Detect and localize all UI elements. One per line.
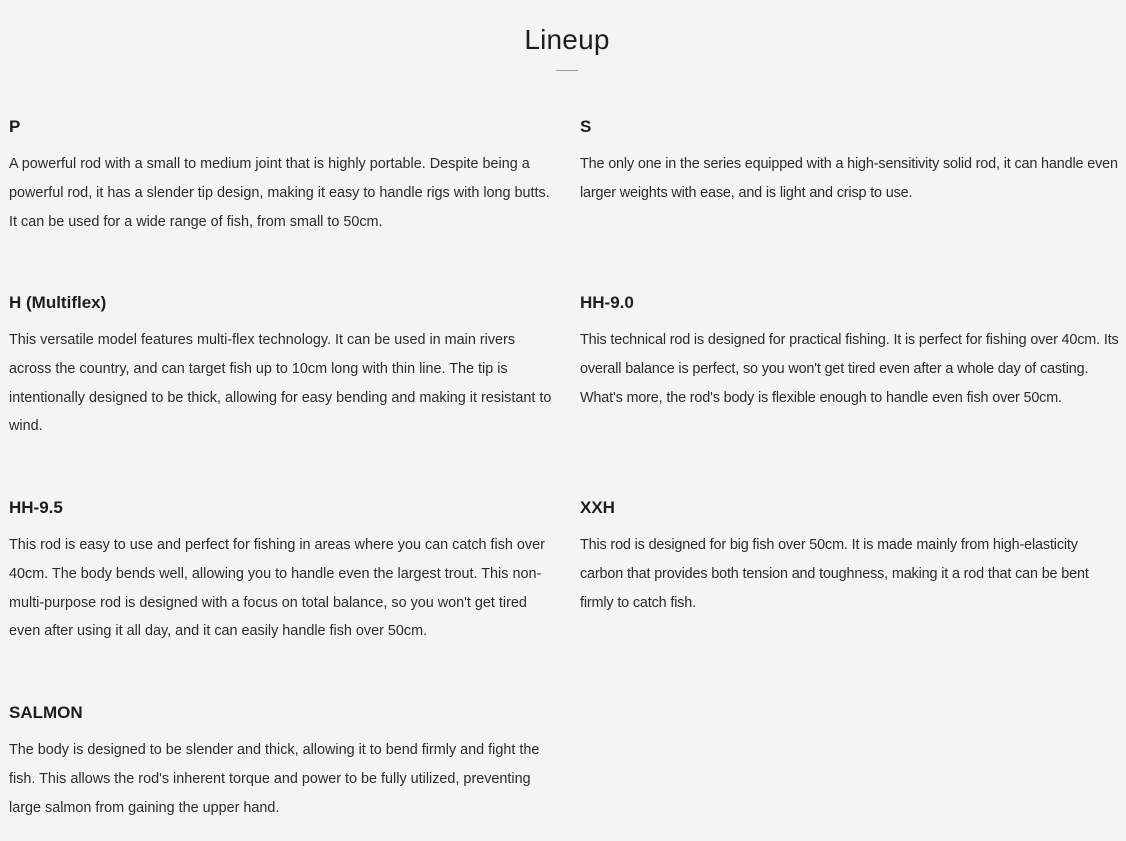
lineup-item-title: S: [580, 117, 592, 136]
lineup-item-p: [9, 115, 554, 236]
lineup-item-title: SALMON: [9, 703, 83, 722]
lineup-item-description: This rod is easy to use and perfect for fishing in areas where you can catch fish over 40cm. The body bends well, allowing you to handle even the largest trout. This non-multi-purpose rod is designed with a focus on total balance, so you won't get tired even after using it all day, and it can easily handle fish over 50cm.: [9, 537, 545, 640]
lineup-item-title: P: [9, 117, 21, 136]
lineup-item-description: A powerful rod with a small to medium joint that is highly portable. Despite being a powerful rod, it has a slender tip design, making it easy to handle rigs with long butts. It can be used for a wide range of fish, from small to 50cm.: [9, 156, 550, 230]
page-title: Lineup: [524, 24, 610, 55]
lineup-item-description: This technical rod is designed for practical fishing. It is perfect for fishing over 40cm. Its overall balance is perfect, so you won't get tired even after a whole day of casting. What's more, the rod's body is flexible enough to handle even fish over 50cm.: [580, 332, 1119, 406]
lineup-item-hh-9-0: [580, 291, 1122, 412]
lineup-item-description: The body is designed to be slender and thick, allowing it to bend firmly and fight the fish. This allows the rod's inherent torque and power to be fully utilized, preventing large salmon from gaining the upper hand.: [9, 742, 540, 816]
lineup-item-title: HH-9.0: [580, 293, 634, 312]
title-divider: [556, 70, 578, 71]
lineup-item-description: The only one in the series equipped with a high-sensitivity solid rod, it can handle even larger weights with ease, and is light and crisp to use.: [580, 156, 1118, 201]
lineup-item-title: HH-9.5: [9, 498, 63, 517]
lineup-item-h-multiflex: [9, 291, 554, 441]
lineup-item-s: [580, 115, 1122, 208]
lineup-item-title: XXH: [580, 498, 615, 517]
lineup-item-salmon: [9, 701, 554, 822]
lineup-item-description: This versatile model features multi-flex technology. It can be used in main rivers across the country, and can target fish up to 10cm long with thin line. The tip is intentionally designed to be thick, allowing for easy bending and making it resistant to wind.: [9, 332, 552, 435]
lineup-item-xxh: [580, 496, 1122, 617]
lineup-item-description: This rod is designed for big fish over 50cm. It is made mainly from high-elasticity carbon that provides both tension and toughness, making it a rod that can be bent firmly to catch fish.: [580, 537, 1089, 611]
lineup-item-hh-9-5: [9, 496, 554, 646]
lineup-item-title: H (Multiflex): [9, 293, 107, 312]
